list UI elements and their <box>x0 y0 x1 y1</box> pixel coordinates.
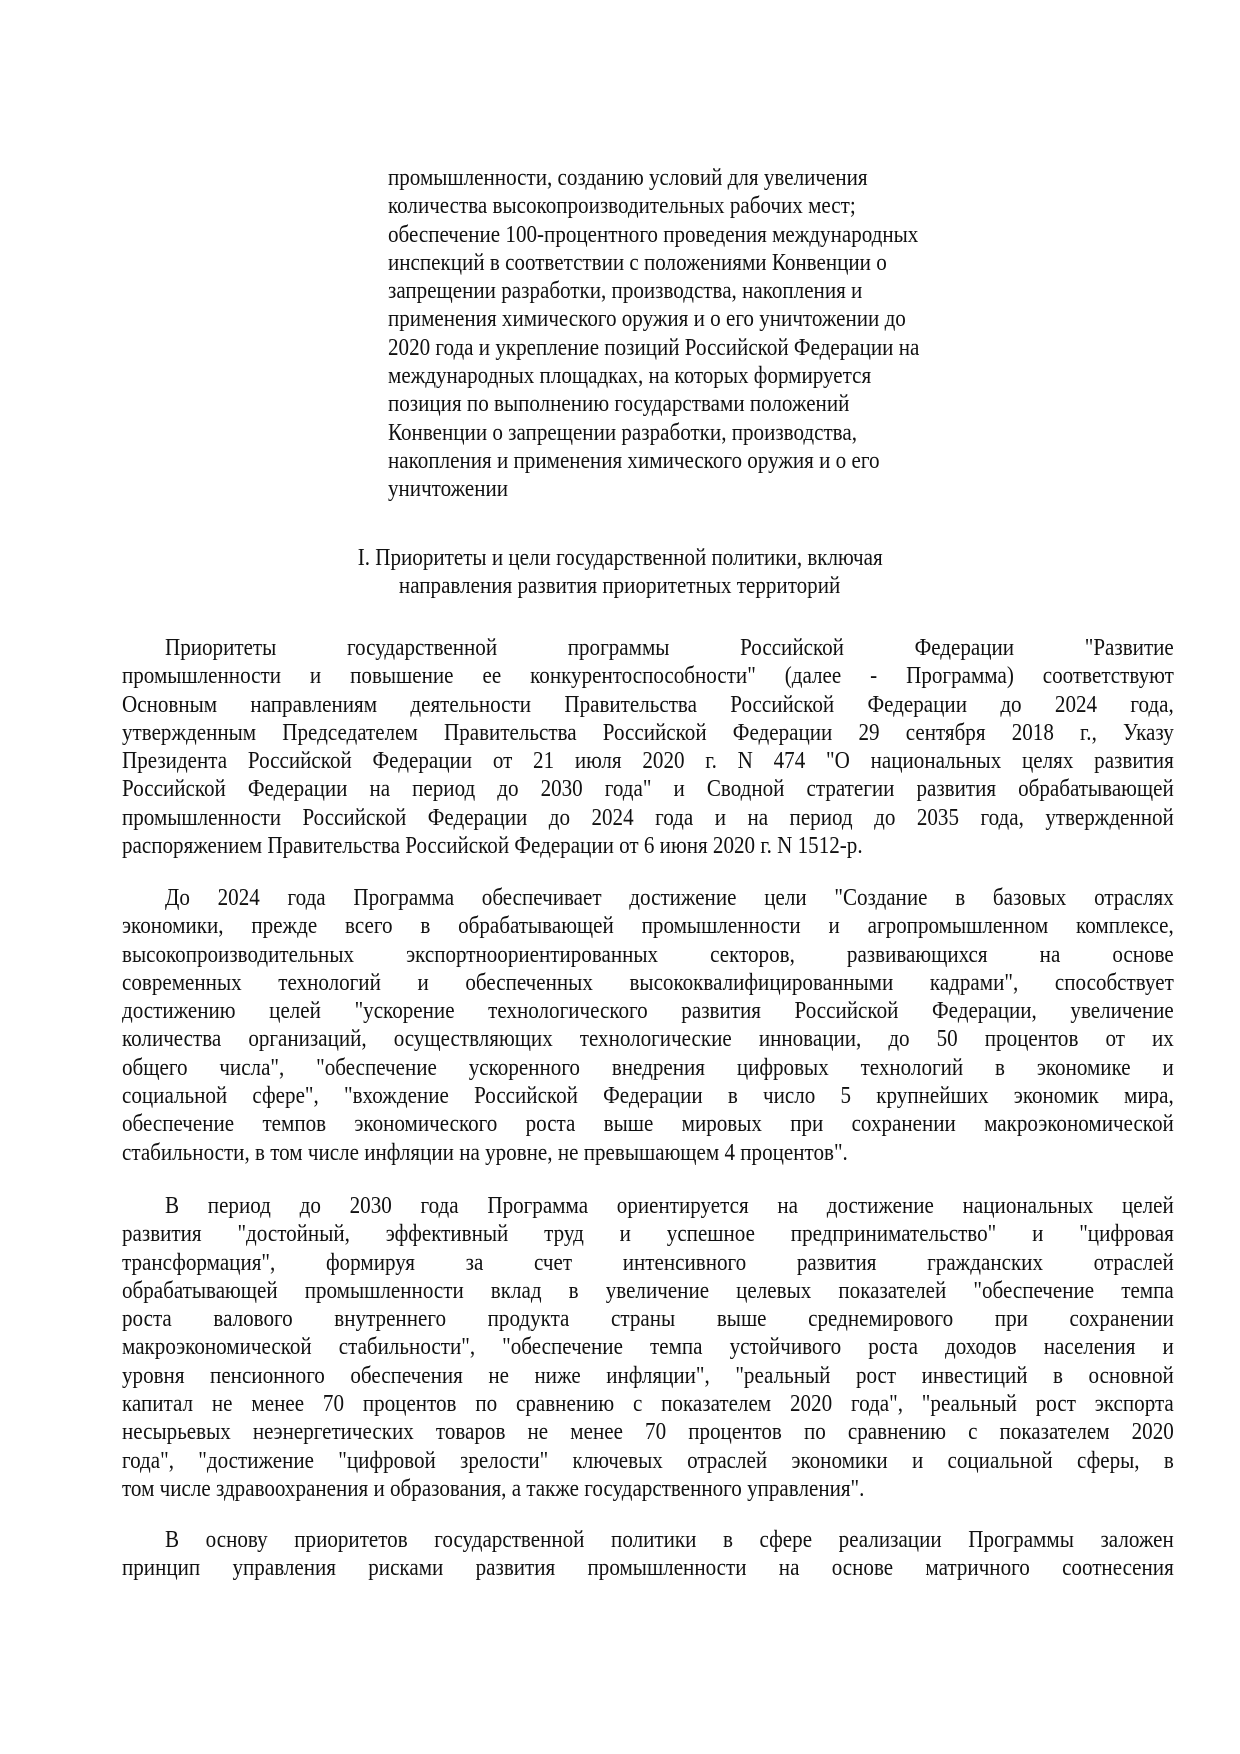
text-line: обеспечение темпов экономического роста выше мировых при сохранении макроэкономической <box>122 1110 1174 1138</box>
text-line: позиция по выполнению государствами положений <box>388 390 850 418</box>
text-line: обеспечение 100-процентного проведения международных <box>388 220 919 248</box>
text-line: количества высокопроизводительных рабочих мест; <box>388 192 856 220</box>
text-line: Основным направлениям деятельности Правительства Российской Федерации до 2024 года, <box>122 690 1174 718</box>
paragraph-goals-2024 <box>122 884 1174 1167</box>
text-line: 2020 года и укрепление позиций Российской Федерации на <box>388 333 920 361</box>
text-line: том числе здравоохранения и образования, а также государственного управления". <box>122 1474 865 1502</box>
text-line: инспекций в соответствии с положениями Конвенции о <box>388 248 887 276</box>
text-line: стабильности, в том числе инфляции на уровне, не превышающем 4 процентов". <box>122 1138 848 1166</box>
text-line: международных площадках, на которых формируется <box>388 362 872 390</box>
text-line: экономики, прежде всего в обрабатывающей промышленности и агропромышленном комплексе, <box>122 912 1174 940</box>
text-line: принцип управления рисками развития промышленности на основе матричного соотнесения <box>122 1554 1174 1582</box>
text-line: В период до 2030 года Программа ориентируется на достижение национальных целей <box>165 1192 1174 1219</box>
text-line: года", "достижение "цифровой зрелости" ключевых отраслей экономики и социальной сферы, в <box>122 1446 1174 1474</box>
text-line: роста валового внутреннего продукта страны выше среднемирового при сохранении <box>122 1305 1174 1333</box>
text-line: несырьевых неэнергетических товаров не менее 70 процентов по сравнению с показателем 2020 <box>122 1418 1174 1446</box>
text-line: уничтожении <box>388 475 509 503</box>
text-line: современных технологий и обеспеченных высококвалифицированными кадрами", способствует <box>122 968 1174 996</box>
paragraph-goals-2030 <box>122 1192 1174 1503</box>
text-line: запрещении разработки, производства, накопления и <box>388 277 863 305</box>
text-line: социальной сфере", "вхождение Российской Федерации в число 5 крупнейших экономик мира, <box>122 1082 1174 1110</box>
text-line: Президента Российской Федерации от 21 июля 2020 г. N 474 "О национальных целях развития <box>122 747 1174 775</box>
text-line: высокопроизводительных экспортноориентированных секторов, развивающихся на основе <box>122 940 1174 968</box>
text-line: общего числа", "обеспечение ускоренного внедрения цифровых технологий в экономике и <box>122 1053 1174 1081</box>
paragraph-risk-management <box>122 1526 1174 1583</box>
text-line: достижению целей "ускорение технологического развития Российской Федерации, увеличение <box>122 997 1174 1025</box>
text-line: накопления и применения химического оружия и о его <box>388 446 880 474</box>
text-line: До 2024 года Программа обеспечивает достижение цели "Создание в базовых отраслях <box>165 884 1174 911</box>
paragraph-priorities <box>122 634 1174 860</box>
text-line: Приоритеты государственной программы Российской Федерации "Развитие <box>165 634 1174 661</box>
text-line: промышленности, созданию условий для увеличения <box>388 164 868 191</box>
text-line: капитал не менее 70 процентов по сравнению с показателем 2020 года", "реальный рост экспорта <box>122 1390 1174 1418</box>
text-line: промышленности и повышение ее конкурентоспособности" (далее - Программа) соответствуют <box>122 662 1174 690</box>
section-heading-line: I. Приоритеты и цели государственной политики, включая <box>357 544 883 571</box>
text-line: В основу приоритетов государственной политики в сфере реализации Программы заложен <box>165 1526 1174 1553</box>
text-line: макроэкономической стабильности", "обеспечение темпа устойчивого роста доходов населения и <box>122 1333 1174 1361</box>
text-line: обрабатывающей промышленности вклад в увеличение целевых показателей "обеспечение темпа <box>122 1276 1174 1304</box>
text-line: распоряжением Правительства Российской Федерации от 6 июня 2020 г. N 1512-р. <box>122 832 863 860</box>
text-line: уровня пенсионного обеспечения не ниже инфляции", "реальный рост инвестиций в основной <box>122 1361 1174 1389</box>
section-heading <box>0 544 1240 601</box>
text-line: Российской Федерации на период до 2030 года" и Сводной стратегии развития обрабатывающей <box>122 775 1174 803</box>
text-line: развития "достойный, эффективный труд и успешное предпринимательство" и "цифровая <box>122 1220 1174 1248</box>
intro-continuation-text <box>388 164 1048 504</box>
text-line: применения химического оружия и о его уничтожении до <box>388 305 906 333</box>
text-line: количества организаций, осуществляющих технологические инновации, до 50 процентов от их <box>122 1025 1174 1053</box>
text-line: промышленности Российской Федерации до 2024 года и на период до 2035 года, утвержденной <box>122 803 1174 831</box>
section-heading-line: направления развития приоритетных территорий <box>399 572 841 600</box>
text-line: трансформация", формируя за счет интенсивного развития гражданских отраслей <box>122 1248 1174 1276</box>
text-line: Конвенции о запрещении разработки, производства, <box>388 418 857 446</box>
text-line: утвержденным Председателем Правительства Российской Федерации 29 сентября 2018 г., Указу <box>122 718 1174 746</box>
